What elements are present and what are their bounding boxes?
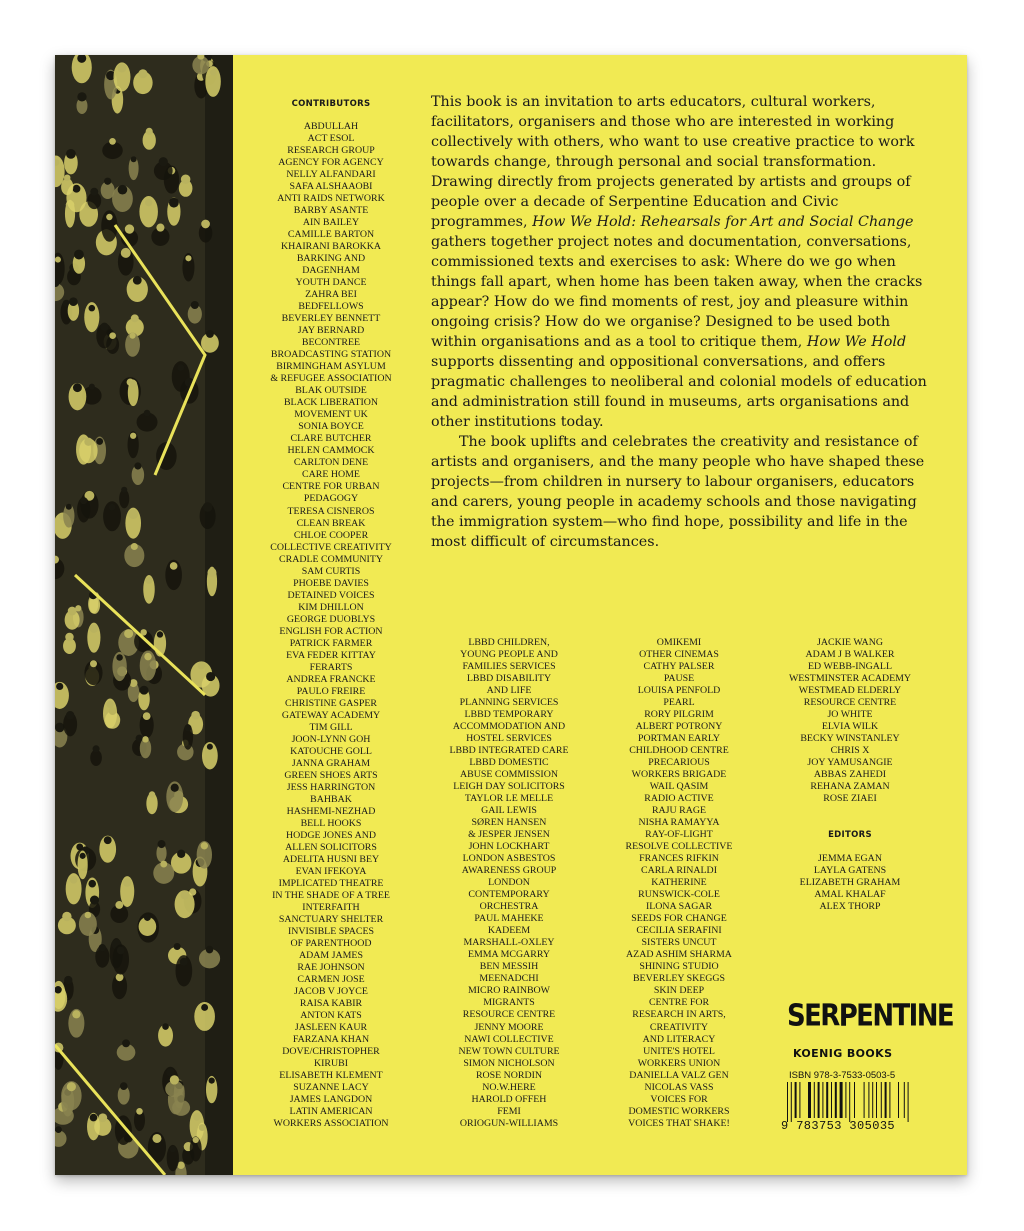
contributor-name: ENGLISH FOR ACTION: [279, 625, 383, 637]
contributor-name: CHRISTINE GASPER: [285, 697, 377, 709]
description-text: gathers together project notes and documentation, conversations, commissioned texts and exercises to ask: Where do we go when things fall apart, when home has been taken away, when the cracks appear? How do we find moments of rest, joy and pleasure within ongoing crisis? How do we organise? Designed to be used both within organisations and as a tool to critique them,: [431, 234, 923, 350]
barcode-number: 9 783753 305035: [781, 1119, 896, 1133]
contributor-name: MIGRANTS: [483, 997, 535, 1009]
book-title-italic: How We Hold: Rehearsals for Art and Social Change: [532, 214, 914, 230]
contributor-name: JOY YAMUSANGIE: [807, 757, 893, 769]
contributor-name: ALBERT POTRONY: [635, 721, 723, 733]
contributor-name: LBBD DOMESTIC: [469, 757, 549, 769]
contributor-name: ORCHESTRA: [479, 901, 539, 913]
contributor-name: DANIELLA VALZ GEN: [629, 1069, 729, 1081]
contributor-name: BLACK LIBERATION: [283, 397, 379, 409]
contributor-name: CENTRE FOR: [648, 997, 710, 1009]
contributor-name: RAE JOHNSON: [297, 962, 365, 974]
contributor-name: CARE HOME: [302, 469, 360, 481]
contributor-name: LBBD INTEGRATED CARE: [449, 745, 569, 757]
contributors-column-3: [605, 637, 753, 1130]
contributor-name: NO.W.HERE: [482, 1081, 536, 1093]
contributor-name: EMMA MCGARRY: [467, 949, 551, 961]
contributor-name: VOICES FOR: [650, 1093, 708, 1105]
contributor-name: JOON-LYNN GOH: [291, 733, 371, 745]
contributor-name: WORKERS ASSOCIATION: [273, 1118, 389, 1130]
contributor-name: AGENCY FOR AGENCY: [278, 157, 384, 169]
contributor-name: PHOEBE DAVIES: [293, 577, 369, 589]
contributor-name: HAROLD OFFEH: [471, 1093, 547, 1105]
contributor-name: FRANCES RIFKIN: [639, 853, 719, 865]
contributor-name: ABDULLAH: [303, 121, 359, 132]
contributor-name: BLAK OUTSIDE: [295, 385, 367, 397]
contributor-name: PATRICK FARMER: [289, 637, 373, 649]
contributor-name: FARZANA KHAN: [292, 1034, 370, 1046]
contributor-name: DETAINED VOICES: [287, 589, 375, 601]
contributor-name: ZAHRA BEI: [305, 289, 357, 301]
serpentine-logo: SERPENTINE: [787, 999, 954, 1034]
contributor-name: RESOLVE COLLECTIVE: [625, 841, 733, 853]
contributor-name: PAUSE: [663, 673, 695, 685]
contributor-name: LOUISA PENFOLD: [637, 685, 721, 697]
contributor-name: KATOUCHE GOLL: [290, 745, 372, 757]
contributor-name: KHAIRANI BAROKKA: [280, 241, 382, 253]
contributor-name: SIMON NICHOLSON: [463, 1057, 555, 1069]
contributor-name: WESTMEAD ELDERLY: [798, 685, 902, 697]
contributor-name: ADELITA HUSNI BEY: [282, 853, 380, 865]
contributor-name: BARBY ASANTE: [293, 205, 369, 217]
contributor-name: ELIZABETH GRAHAM: [799, 877, 901, 889]
contributor-name: OTHER CINEMAS: [639, 649, 719, 661]
contributor-name: ROSE ZIAEI: [823, 793, 877, 805]
contributor-name: SISTERS UNCUT: [641, 937, 717, 949]
contributor-name: NICOLAS VASS: [644, 1081, 714, 1093]
contributor-name: JANNA GRAHAM: [291, 757, 371, 769]
contributor-name: CATHY PALSER: [643, 661, 715, 673]
editors-heading: EDITORS: [828, 830, 872, 840]
contributor-name: PRECARIOUS: [648, 757, 710, 769]
publisher-name: KOENIG BOOKS: [793, 1047, 893, 1060]
contributor-name: CONTEMPORARY: [468, 889, 550, 901]
contributor-name: ILONA SAGAR: [645, 901, 713, 913]
contributor-name: BIRMINGHAM ASYLUM: [276, 361, 386, 373]
crowd-photo: [55, 55, 233, 1175]
contributor-name: JENNY MOORE: [474, 1021, 544, 1033]
description-text: This book is an invitation to arts educators, cultural workers, facilitators, organisers and those who are interested in working collectively with others, who want to use creative practice to work towards change, through personal and social transformation. Drawing directly from projects generated by artists and groups of people over a decade of Serpentine Education and Civic programmes,: [431, 94, 915, 230]
contributor-name: INVISIBLE SPACES: [287, 926, 375, 938]
contributor-name: BECONTREE: [301, 337, 361, 349]
description-paragraph-2: The book uplifts and celebrates the creativity and resistance of artists and organisers, and the many people who have shaped these projects—from children in nursery to labour organisers, educators and carers, young people in academy schools and those navigating the immigration system—who find hope, possibility and life in the most difficult of circumstances.: [431, 434, 925, 550]
contributor-name: CLEAN BREAK: [296, 517, 366, 529]
contributor-name: SKIN DEEP: [653, 985, 705, 997]
contributor-name: ACT ESOL: [307, 133, 355, 145]
contributor-name: IN THE SHADE OF A TREE: [272, 890, 390, 901]
contributor-name: LATIN AMERICAN: [289, 1106, 373, 1118]
contributor-name: LBBD DISABILITY: [466, 673, 552, 685]
contributor-name: CHILDHOOD CENTRE: [629, 745, 729, 757]
contributor-name: SHINING STUDIO: [639, 961, 719, 973]
contributor-name: MICRO RAINBOW: [467, 985, 551, 997]
contributor-name: RUNSWICK-COLE: [638, 889, 720, 901]
contributor-name: BROADCASTING STATION: [270, 349, 392, 361]
contributor-name: PEARL: [663, 697, 695, 709]
contributor-name: OMIKEMI: [656, 637, 702, 648]
contributor-name: GAIL LEWIS: [481, 805, 537, 817]
contributor-name: SAM CURTIS: [301, 565, 361, 577]
contributor-name: AND LIFE: [486, 685, 532, 697]
contributor-name: BEVERLEY BENNETT: [281, 313, 381, 325]
contributor-name: FERARTS: [309, 661, 353, 673]
contributor-name: HOSTEL SERVICES: [466, 733, 552, 745]
contributor-name: MOVEMENT UK: [294, 409, 368, 421]
contributor-name: DOVE/CHRISTOPHER: [282, 1046, 380, 1058]
contributor-name: TIM GILL: [309, 721, 353, 733]
contributor-name: PAUL MAHEKE: [474, 913, 544, 925]
contributor-name: DOMESTIC WORKERS: [628, 1105, 730, 1117]
book-description: [431, 92, 931, 552]
contributor-name: GATEWAY ACADEMY: [281, 709, 381, 721]
contributor-name: KADEEM: [487, 925, 531, 937]
contributor-name: CREATIVITY: [649, 1021, 709, 1033]
editors-list: [775, 853, 925, 913]
contributor-name: CENTRE FOR URBAN: [282, 481, 380, 493]
contributor-name: RESEARCH GROUP: [287, 145, 375, 157]
contributor-name: ED WEBB-INGALL: [807, 661, 892, 673]
contributor-name: LBBD TEMPORARY: [464, 709, 554, 721]
contributor-name: ANDREA FRANCKE: [286, 673, 376, 685]
contributor-name: LONDON ASBESTOS: [462, 853, 556, 865]
contributor-name: SAFA ALSHAAOBI: [289, 181, 373, 193]
contributor-name: ROSE NORDIN: [475, 1069, 543, 1081]
contributor-name: JEMMA EGAN: [818, 853, 882, 864]
contributor-name: MARSHALL-OXLEY: [463, 937, 555, 949]
contributor-name: JAY BERNARD: [297, 325, 365, 337]
contributor-name: CECILIA SERAFINI: [636, 925, 722, 937]
contributors-column-4: [775, 637, 925, 805]
contributor-name: JAMES LANGDON: [289, 1094, 373, 1106]
contributor-name: LEIGH DAY SOLICITORS: [453, 781, 565, 793]
contributor-name: ALLEN SOLICITORS: [285, 841, 377, 853]
book-back-cover: [55, 55, 967, 1175]
contributor-name: WORKERS UNION: [637, 1057, 721, 1069]
contributor-name: CRADLE COMMUNITY: [279, 553, 383, 565]
contributor-name: PAULO FREIRE: [296, 685, 366, 697]
contributor-name: KIRUBI: [313, 1058, 348, 1070]
contributor-name: AWARENESS GROUP: [461, 865, 557, 877]
contributor-name: JACKIE WANG: [817, 637, 883, 648]
contributor-name: SUZANNE LACY: [293, 1082, 369, 1094]
contributor-name: BEVERLEY SKEGGS: [632, 973, 726, 985]
contributor-name: & REFUGEE ASSOCIATION: [270, 373, 392, 385]
contributor-name: EVAN IFEKOYA: [295, 865, 367, 877]
isbn-text: ISBN 978-3-7533-0503-5: [789, 1070, 896, 1081]
contributor-name: RAY-OF-LIGHT: [645, 829, 713, 841]
contributor-name: BARKING AND: [296, 253, 366, 265]
contributor-name: EVA FEDER KITTAY: [286, 649, 376, 661]
contributor-name: RESOURCE CENTRE: [803, 697, 897, 709]
contributor-name: NEW TOWN CULTURE: [458, 1045, 560, 1057]
contributor-name: REHANA ZAMAN: [810, 781, 890, 793]
contributor-name: ELISABETH KLEMENT: [279, 1070, 383, 1082]
contributor-name: LONDON: [488, 877, 530, 889]
contributor-name: CARLTON DENE: [293, 457, 369, 469]
contributor-name: GEORGE DUOBLYS: [286, 613, 376, 625]
contributor-name: RORY PILGRIM: [644, 709, 714, 721]
contributor-name: WAIL QASIM: [649, 781, 709, 793]
contributor-name: KIM DHILLON: [298, 601, 364, 613]
contributor-name: OF PARENTHOOD: [290, 938, 372, 950]
contributor-name: BELL HOOKS: [300, 817, 362, 829]
contributor-name: LAYLA GATENS: [813, 865, 887, 877]
contributor-name: ABUSE COMMISSION: [460, 769, 558, 781]
contributor-name: ALEX THORP: [819, 901, 881, 913]
contributor-name: BECKY WINSTANLEY: [800, 733, 900, 745]
contributors-heading: CONTRIBUTORS: [291, 99, 371, 109]
contributor-name: PORTMAN EARLY: [637, 733, 721, 745]
contributor-name: MEENADCHI: [479, 973, 539, 985]
contributor-name: BEDFELLOWS: [298, 301, 364, 313]
contributor-name: RESOURCE CENTRE: [462, 1009, 556, 1021]
contributor-name: HODGE JONES AND: [286, 829, 376, 841]
contributor-name: AZAD ASHIM SHARMA: [626, 949, 732, 961]
contributor-name: CHRIS X: [830, 745, 870, 757]
contributor-name: JOHN LOCKHART: [468, 841, 550, 853]
contributor-name: AND LITERACY: [642, 1033, 716, 1045]
contributor-name: YOUNG PEOPLE AND: [460, 649, 558, 661]
contributor-name: ABBAS ZAHEDI: [813, 769, 887, 781]
contributor-name: BEN MESSIH: [479, 961, 539, 973]
contributor-name: PLANNING SERVICES: [459, 697, 559, 709]
contributor-name: SØREN HANSEN: [471, 817, 547, 829]
contributor-name: TERESA CISNEROS: [287, 505, 375, 517]
contributor-name: CLARE BUTCHER: [290, 433, 372, 445]
contributor-name: NISHA RAMAYYA: [638, 817, 720, 829]
contributor-name: AMAL KHALAF: [814, 889, 886, 901]
contributor-name: ANTI RAIDS NETWORK: [277, 193, 385, 205]
contributor-name: YOUTH DANCE: [295, 277, 367, 289]
description-paragraph-1: [431, 92, 931, 432]
contributor-name: FEMI: [497, 1105, 521, 1117]
contributor-name: FAMILIES SERVICES: [462, 661, 556, 673]
contributor-name: WESTMINSTER ACADEMY: [788, 673, 912, 685]
barcode: [785, 1082, 911, 1122]
contributor-name: HASHEMI-NEZHAD: [286, 805, 376, 817]
contributor-name: JACOB V JOYCE: [294, 986, 368, 998]
contributor-name: SONIA BOYCE: [298, 421, 364, 433]
contributor-name: ANTON KATS: [300, 1010, 362, 1022]
contributor-name: CARMEN JOSE: [297, 974, 365, 986]
contributor-name: RESEARCH IN ARTS,: [632, 1009, 726, 1021]
contributor-name: ADAM J B WALKER: [805, 649, 895, 661]
contributor-name: PEDAGOGY: [303, 493, 359, 505]
contributor-name: ACCOMMODATION AND: [452, 721, 566, 733]
contributor-name: SEEDS FOR CHANGE: [631, 913, 727, 925]
contributor-name: AIN BAILEY: [302, 217, 360, 229]
contributor-name: JO WHITE: [827, 709, 873, 721]
contributor-name: RAISA KABIR: [299, 998, 363, 1010]
contributors-column-1: [246, 121, 416, 1130]
contributor-name: ADAM JAMES: [299, 950, 363, 962]
contributor-name: CARLA RINALDI: [641, 865, 717, 877]
contributor-name: JESS HARRINGTON: [286, 781, 376, 793]
contributor-name: ELVIA WILK: [821, 721, 879, 733]
contributor-name: COLLECTIVE CREATIVITY: [270, 541, 392, 553]
contributor-name: CAMILLE BARTON: [287, 229, 375, 241]
crowd-photo-image: [55, 55, 233, 1175]
contributor-name: NAWI COLLECTIVE: [464, 1033, 554, 1045]
contributor-name: INTERFAITH: [302, 902, 360, 914]
contributor-name: RAJU RAGE: [651, 805, 707, 817]
contributor-name: & JESPER JENSEN: [468, 829, 550, 841]
contributor-name: JASLEEN KAUR: [294, 1022, 368, 1034]
contributor-name: WORKERS BRIGADE: [631, 769, 727, 781]
contributor-name: NELLY ALFANDARI: [286, 169, 376, 181]
description-text: supports dissenting and oppositional conversations, and offers pragmatic challenges to neoliberal and colonial models of education and administration still found in museums, arts organisations and other institutions today.: [431, 354, 927, 430]
contributor-name: UNITE'S HOTEL: [643, 1045, 715, 1057]
contributor-name: ORIOGUN-WILLIAMS: [459, 1117, 559, 1129]
contributor-name: LBBD CHILDREN,: [468, 637, 550, 648]
contributor-name: KATHERINE: [651, 877, 707, 889]
contributor-name: VOICES THAT SHAKE!: [628, 1117, 730, 1129]
contributor-name: TAYLOR LE MELLE: [464, 793, 554, 805]
contributor-name: RADIO ACTIVE: [644, 793, 714, 805]
contributor-name: BAHBAK: [310, 793, 352, 805]
contributor-name: DAGENHAM: [302, 265, 360, 277]
book-title-italic: How We Hold: [806, 334, 907, 350]
contributors-column-2: [429, 637, 589, 1130]
contributor-name: GREEN SHOES ARTS: [284, 769, 378, 781]
contributor-name: IMPLICATED THEATRE: [278, 877, 384, 889]
contributor-name: HELEN CAMMOCK: [287, 445, 375, 457]
contributor-name: SANCTUARY SHELTER: [278, 914, 384, 926]
contributor-name: CHLOE COOPER: [293, 529, 369, 541]
